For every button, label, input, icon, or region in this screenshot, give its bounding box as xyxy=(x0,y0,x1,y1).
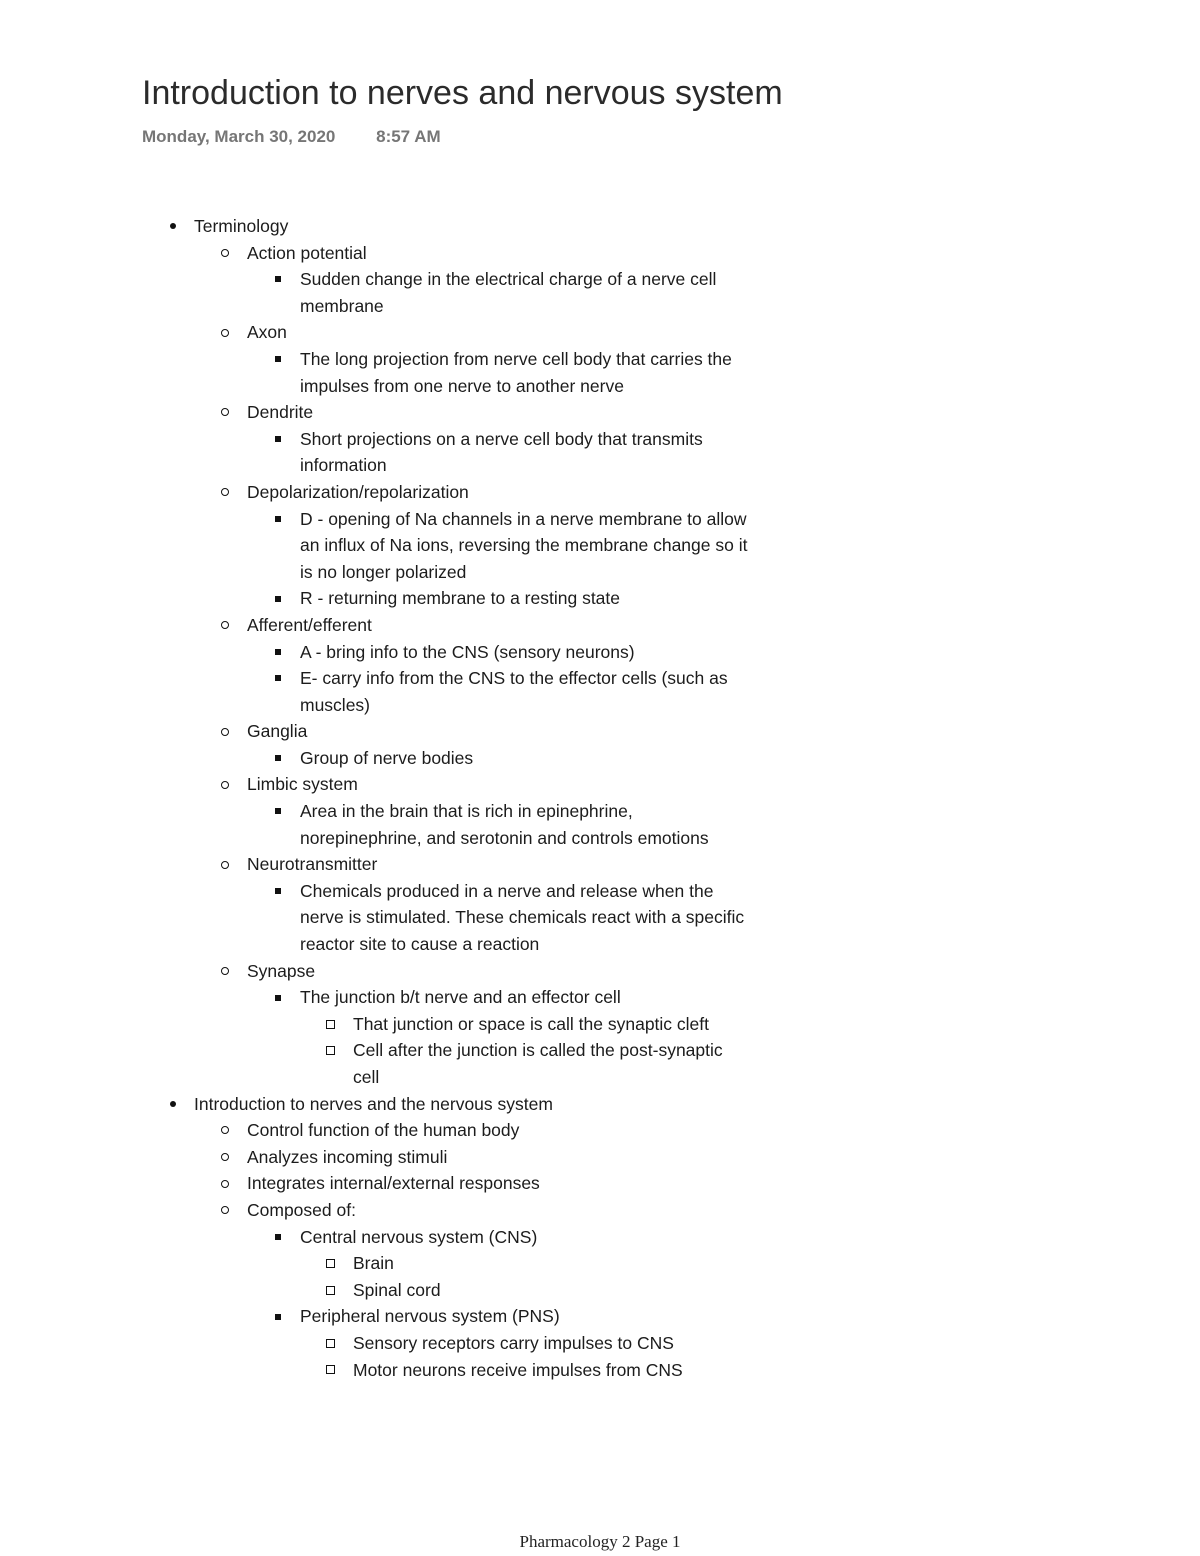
outline-item-level-1 xyxy=(170,1091,770,1118)
outline-item-level-3 xyxy=(170,346,770,399)
circle-bullet-icon xyxy=(221,1197,229,1224)
square-bullet-icon xyxy=(275,745,281,772)
outline-item-text: Depolarization/repolarization xyxy=(247,481,469,502)
outline-item-level-2 xyxy=(170,612,770,639)
hollow-square-bullet-icon xyxy=(326,1277,335,1304)
outline-item-level-2 xyxy=(170,319,770,346)
outline-item-level-2 xyxy=(170,771,770,798)
outline-item-text: A - bring info to the CNS (sensory neurons) xyxy=(300,641,635,662)
outline-item-text: Axon xyxy=(247,322,287,343)
outline-item-text: Area in the brain that is rich in epinephrine, norepinephrine, and serotonin and controls emotions xyxy=(300,801,709,848)
square-bullet-icon xyxy=(275,798,281,825)
outline-item-text: Spinal cord xyxy=(353,1279,441,1300)
outline-item-text: Ganglia xyxy=(247,721,308,742)
disc-bullet-icon xyxy=(170,213,176,240)
outline-item-level-3 xyxy=(170,266,770,319)
page-footer: Pharmacology 2 Page 1 xyxy=(519,1532,681,1551)
circle-bullet-icon xyxy=(221,958,229,985)
circle-bullet-icon xyxy=(221,1117,229,1144)
outline-item-text: Composed of: xyxy=(247,1199,356,1220)
hollow-square-bullet-icon xyxy=(326,1357,335,1384)
notes-outline xyxy=(170,213,770,1383)
outline-item-level-3 xyxy=(170,426,770,479)
outline-item-text: Short projections on a nerve cell body that transmits information xyxy=(300,428,703,476)
page-title: Introduction to nerves and nervous system xyxy=(142,74,783,112)
outline-item-level-3 xyxy=(170,506,770,586)
outline-item-text: Central nervous system (CNS) xyxy=(300,1226,538,1247)
outline-item-text: The long projection from nerve cell body that carries the impulses from one nerve to another nerve xyxy=(300,348,732,396)
outline-item-text: E- carry info from the CNS to the effector cells (such as muscles) xyxy=(300,668,728,715)
square-bullet-icon xyxy=(275,266,281,293)
outline-item-text: Sensory receptors carry impulses to CNS xyxy=(353,1332,674,1353)
outline-item-level-2 xyxy=(170,240,770,267)
outline-item-level-3 xyxy=(170,745,770,772)
square-bullet-icon xyxy=(275,1303,281,1330)
square-bullet-icon xyxy=(275,984,281,1011)
disc-bullet-icon xyxy=(170,1091,176,1118)
page-date: Monday, March 30, 2020 xyxy=(142,127,336,146)
outline-item-level-4 xyxy=(170,1250,770,1277)
outline-item-level-3 xyxy=(170,1303,770,1330)
page-dateline xyxy=(142,127,441,147)
circle-bullet-icon xyxy=(221,851,229,878)
outline-item-text: Synapse xyxy=(247,960,316,981)
outline-item-level-2 xyxy=(170,718,770,745)
hollow-square-bullet-icon xyxy=(326,1330,335,1357)
outline-item-text: Afferent/efferent xyxy=(247,614,372,635)
square-bullet-icon xyxy=(275,878,281,905)
outline-item-text: Analyzes incoming stimuli xyxy=(247,1146,448,1167)
outline-item-text: Group of nerve bodies xyxy=(300,747,474,768)
outline-item-level-3 xyxy=(170,798,770,851)
square-bullet-icon xyxy=(275,426,281,453)
outline-item-text: Integrates internal/external responses xyxy=(247,1173,540,1194)
circle-bullet-icon xyxy=(221,718,229,745)
hollow-square-bullet-icon xyxy=(326,1037,335,1064)
square-bullet-icon xyxy=(275,585,281,612)
square-bullet-icon xyxy=(275,506,281,533)
outline-item-text: R - returning membrane to a resting state xyxy=(300,588,621,609)
outline-item-level-2 xyxy=(170,479,770,506)
outline-item-level-3 xyxy=(170,585,770,612)
circle-bullet-icon xyxy=(221,1170,229,1197)
outline-item-level-2 xyxy=(170,1144,770,1171)
outline-item-text: Motor neurons receive impulses from CNS xyxy=(353,1359,683,1380)
outline-item-text: Action potential xyxy=(247,242,367,263)
outline-item-level-3 xyxy=(170,665,770,718)
outline-item-text: Sudden change in the electrical charge of a nerve cell membrane xyxy=(300,269,717,316)
page-time: 8:57 AM xyxy=(376,127,441,146)
outline-item-level-1 xyxy=(170,213,770,240)
square-bullet-icon xyxy=(275,346,281,373)
circle-bullet-icon xyxy=(221,479,229,506)
circle-bullet-icon xyxy=(221,240,229,267)
outline-item-level-2 xyxy=(170,851,770,878)
square-bullet-icon xyxy=(275,1224,281,1251)
hollow-square-bullet-icon xyxy=(326,1250,335,1277)
circle-bullet-icon xyxy=(221,319,229,346)
hollow-square-bullet-icon xyxy=(326,1011,335,1038)
outline-item-level-2 xyxy=(170,958,770,985)
outline-item-text: Control function of the human body xyxy=(247,1120,520,1141)
outline-item-level-4 xyxy=(170,1277,770,1304)
square-bullet-icon xyxy=(275,665,281,692)
circle-bullet-icon xyxy=(221,1144,229,1171)
outline-item-text: Terminology xyxy=(194,216,289,236)
outline-item-level-4 xyxy=(170,1330,770,1357)
outline-item-text: Dendrite xyxy=(247,402,314,423)
circle-bullet-icon xyxy=(221,612,229,639)
outline-item-level-2 xyxy=(170,399,770,426)
outline-item-text: That junction or space is call the synaptic cleft xyxy=(353,1013,710,1034)
outline-item-text: Neurotransmitter xyxy=(247,854,378,875)
outline-item-text: Peripheral nervous system (PNS) xyxy=(300,1306,560,1327)
outline-item-level-2 xyxy=(170,1170,770,1197)
outline-item-text: Introduction to nerves and the nervous system xyxy=(194,1093,553,1114)
outline-item-level-3 xyxy=(170,639,770,666)
outline-item-level-3 xyxy=(170,1224,770,1251)
outline-item-level-2 xyxy=(170,1117,770,1144)
outline-item-level-4 xyxy=(170,1011,770,1038)
outline-item-level-3 xyxy=(170,984,770,1011)
outline-item-level-4 xyxy=(170,1357,770,1384)
outline-item-text: Chemicals produced in a nerve and release when the nerve is stimulated. These chemicals react with a specific reactor site to cause a reaction xyxy=(300,880,745,955)
outline-item-level-4 xyxy=(170,1037,770,1090)
outline-item-text: Brain xyxy=(353,1253,394,1274)
outline-item-text: The junction b/t nerve and an effector cell xyxy=(300,987,621,1008)
outline-item-text: Cell after the junction is called the post-synaptic cell xyxy=(353,1040,723,1087)
outline-item-text: D - opening of Na channels in a nerve membrane to allow an influx of Na ions, reversing the membrane change so it is no longer polarized xyxy=(300,508,748,582)
circle-bullet-icon xyxy=(221,771,229,798)
square-bullet-icon xyxy=(275,639,281,666)
outline-item-level-2 xyxy=(170,1197,770,1224)
outline-item-level-3 xyxy=(170,878,770,958)
circle-bullet-icon xyxy=(221,399,229,426)
outline-item-text: Limbic system xyxy=(247,774,358,795)
